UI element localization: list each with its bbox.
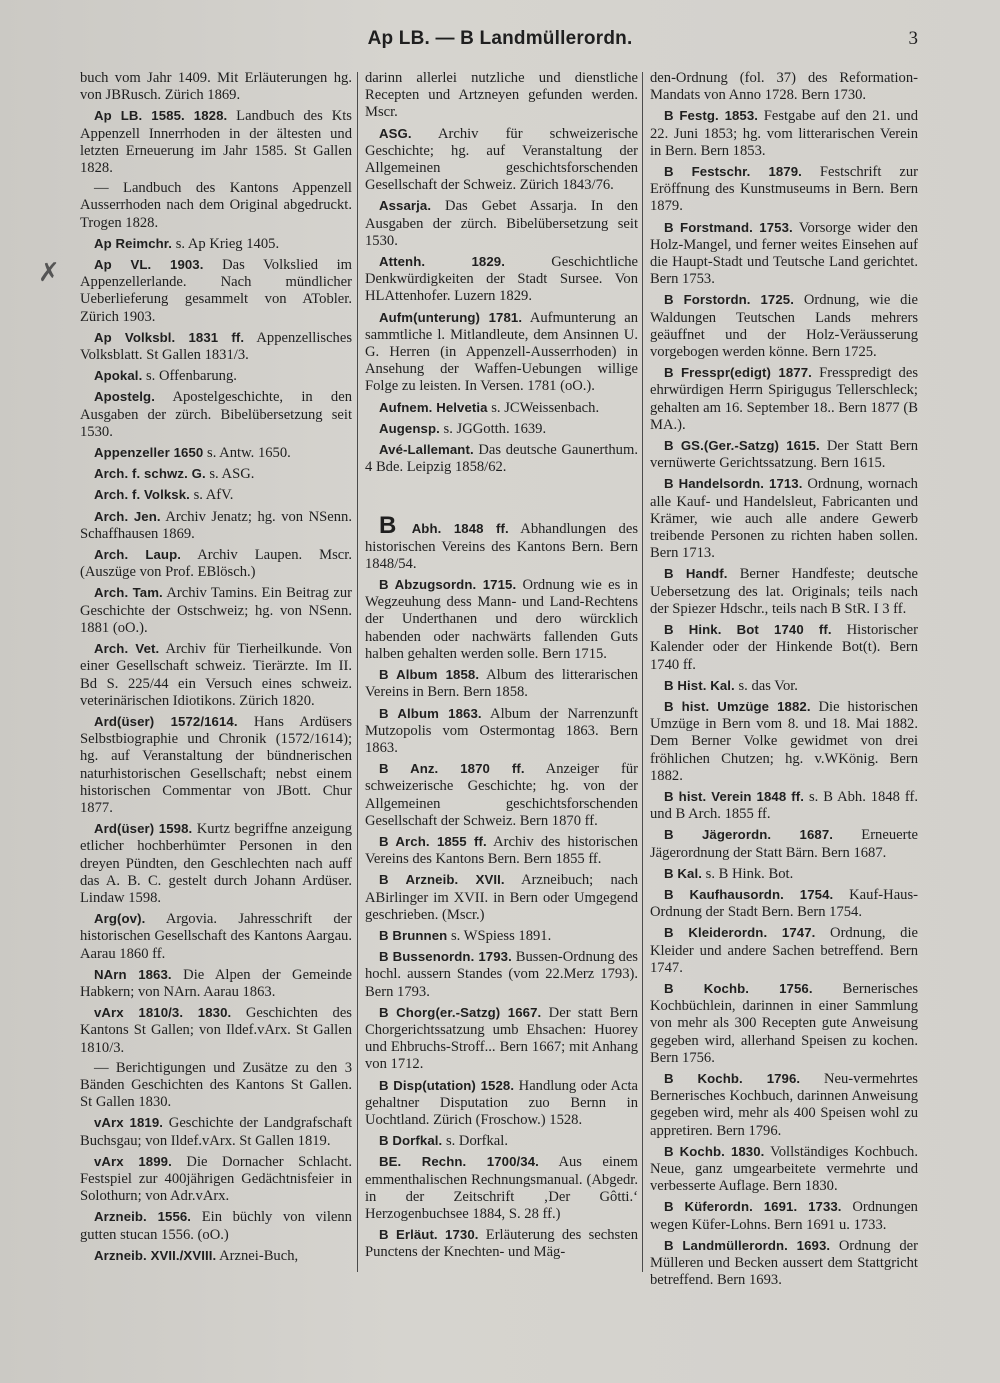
dictionary-entry (650, 219, 918, 289)
entry-text: s. JCWeissenbach. (491, 399, 600, 416)
entry-abbreviation: B Kleiderordn. 1747. (664, 925, 816, 941)
entry-abbreviation: B Jägerordn. 1687. (664, 827, 834, 843)
dictionary-entry (650, 788, 918, 823)
entry-abbreviation: B Festschr. 1879. (664, 164, 802, 180)
dictionary-entry (650, 565, 918, 618)
entry-abbreviation: B Disp(utation) 1528. (379, 1077, 515, 1093)
entry-abbreviation: B Forstordn. 1725. (664, 292, 794, 308)
entry-text: Erneuerte Jägerordnung der Statt Bärn. Bern 1687. (650, 827, 918, 861)
entry-text: s. Offenbarung. (146, 368, 237, 385)
dictionary-entry (80, 640, 352, 710)
entry-text: Kauf-Haus-Ordnung der Stadt Bern. Bern 1754. (650, 886, 919, 921)
entry-text: Das Volkslied im Appenzellerlande. Nach mündlicher Ueberlieferung gesammelt von ATobler. Zürich 1903. (80, 257, 352, 325)
dictionary-entry (650, 865, 918, 883)
dictionary-entry (80, 367, 352, 385)
entry-abbreviation: B Hist. Kal. (664, 677, 735, 693)
entry-abbreviation: B Landmüllerordn. 1693. (664, 1237, 831, 1253)
entry-abbreviation: Arzneib. XVII./XVIII. (94, 1247, 217, 1263)
entry-abbreviation: B Kaufhausordn. 1754. (664, 886, 834, 902)
dictionary-entry (80, 713, 352, 817)
entry-abbreviation: Ap Volksbl. 1831 ff. (94, 329, 245, 345)
entry-text: Hans Ardüsers Selbstbiographie und Chronik (1572/1614); hg. auf Veranstaltung der bündnerischen naturhistorischen Gesellschaft; nebst einem historischen Commentar von JBott. Chur 1877. (80, 713, 352, 816)
entry-text: den-Ordnung (fol. 37) des Reformation-Mandats von Anno 1728. Bern 1730. (650, 70, 918, 104)
entry-abbreviation: B GS.(Ger.-Satzg) 1615. (664, 438, 820, 454)
entry-abbreviation: B Chorg(er.-Satzg) 1667. (379, 1004, 542, 1020)
entry-abbreviation: Assarja. (379, 198, 432, 214)
dictionary-entry (650, 677, 918, 695)
dictionary-entry (80, 966, 352, 1001)
entry-abbreviation: B Handf. (664, 566, 728, 582)
entry-text: Archiv Tamins. Ein Beitrag zur Geschichte der Ostschweiz; hg. von NSenn. 1881 (oO.). (80, 585, 352, 636)
entry-text: Ein büchly von vilenn gutten stucan 1556. (oO.) (80, 1209, 352, 1243)
entry-text: Das deutsche Gaunerthum. 4 Bde. Leipzig 1858/62. (365, 442, 638, 476)
entry-abbreviation: B Küferordn. 1691. 1733. (664, 1199, 842, 1215)
entry-abbreviation: B Erläut. 1730. (379, 1227, 479, 1243)
entry-abbreviation: Abh. 1848 ff. (411, 521, 509, 537)
entry-text: — Landbuch des Kantons Appenzell Ausserrhoden nach dem Original abgedruckt. Trogen 1828. (80, 180, 352, 231)
dictionary-entry (80, 465, 352, 483)
text-column-3 (650, 70, 918, 1292)
dictionary-entry (80, 1060, 352, 1112)
entry-abbreviation: B Kal. (664, 865, 702, 881)
entry-text: Bussen-Ordnung des hochl. aussern Standes (vom 22.Merz 1793). Bern 1793. (365, 949, 638, 1000)
dictionary-entry (365, 666, 638, 701)
entry-abbreviation: B Album 1858. (379, 667, 480, 683)
dictionary-entry (365, 1153, 638, 1223)
dictionary-entry (80, 820, 352, 907)
dictionary-entry (365, 576, 638, 663)
dictionary-entry (365, 512, 639, 573)
entry-abbreviation: Apostelg. (94, 389, 155, 405)
entry-abbreviation: Aufnem. Helvetia (379, 399, 488, 415)
dictionary-entry (650, 1237, 918, 1290)
entry-text: s. Ap Krieg 1405. (175, 235, 280, 252)
entry-text: Appenzellisches Volksblatt. St Gallen 1831/3. (80, 329, 352, 364)
entry-abbreviation: Apokal. (94, 368, 143, 384)
dictionary-entry (80, 910, 352, 963)
dictionary-entry (80, 329, 352, 364)
entry-abbreviation: BE. Rechn. 1700/34. (379, 1154, 539, 1170)
page-number: 3 (908, 28, 918, 49)
dictionary-entry (80, 1208, 352, 1243)
entry-text: Aufmunterung an sammtliche l. Mitlandleute, dem Ansinnen U. G. Herren (in Appenzell-Ausserrhoden) in Ansehung der Waffen-Uebungen willige Folge zu leisten. In Versen. 1781 (oO.). (365, 309, 638, 395)
entry-text: Festgabe auf den 21. und 22. Juni 1853; hg. vom litterarischen Verein in Bern. Bern 1853. (650, 108, 918, 159)
dictionary-entry (80, 107, 352, 177)
dictionary-entry (80, 1114, 352, 1149)
entry-text: Geschichtliche Denkwürdigkeiten der Stadt Sursee. Von HLAttenhofer. Luzern 1829. (365, 254, 638, 305)
dictionary-entry (80, 584, 352, 637)
dictionary-entry (80, 256, 352, 326)
dictionary-entry (365, 1077, 638, 1130)
dictionary-entry (650, 924, 918, 977)
entry-text: Berner Handfeste; deutsche Uebersetzung des lat. Originals; teils nach der Spiezer Hdschr., teils nach B StR. I 3 ff. (650, 566, 918, 617)
entry-abbreviation: Avé-Lallemant. (379, 442, 474, 458)
dictionary-entry (365, 420, 638, 438)
dictionary-entry (365, 1004, 638, 1074)
entry-abbreviation: B hist. Umzüge 1882. (664, 698, 811, 714)
entry-text: Erläuterung des sechsten Punctens der Knechten- und Mäg- (365, 1227, 639, 1261)
entry-text: Handlung oder Acta gehaltner Disputation zuo Bernn in Uochtland. Zürich (Froschow.) 1528. (365, 1077, 639, 1128)
entry-abbreviation: B Dorfkal. (379, 1133, 443, 1149)
dictionary-entry (80, 1004, 352, 1057)
entry-text: — Berichtigungen und Zusätze zu den 3 Bänden Geschichten des Kantons St Gallen. St Gallen 1830. (80, 1059, 352, 1111)
entry-abbreviation: vArx 1819. (94, 1115, 164, 1131)
dictionary-entry (650, 163, 918, 216)
entry-text: buch vom Jahr 1409. Mit Erläuterungen hg. von JBRusch. Zürich 1869. (80, 70, 352, 104)
entry-abbreviation: Aufm(unterung) 1781. (379, 309, 523, 325)
entry-text: Bernerisches Kochbüchlein, darinnen in einer Sammlung von mehr als 300 Recepten gute Anweisung gegeben wird, allerhand Speisen zu kochen. Bern 1756. (650, 980, 918, 1066)
dictionary-entry (365, 1226, 638, 1261)
dictionary-entry (80, 486, 352, 504)
dictionary-entry (80, 388, 352, 441)
entry-abbreviation: Ap VL. 1903. (94, 257, 204, 273)
dictionary-entry (365, 927, 638, 945)
entry-abbreviation: B Brunnen (379, 927, 448, 943)
entry-text: Die historischen Umzüge in Bern vom 8. und 18. Mai 1882. Dem Berner Volke gewidmet von drei fröhlichen Chutzen; hg. v.WKönig. Bern 1882. (650, 698, 918, 784)
entry-text: Der statt Bern Chorgerichtssatzung umb Ehsachen: Huorey und Ehbruchs-Stroff... Bern 1667; mit Anhang von 1712. (365, 1004, 638, 1073)
entry-abbreviation: vArx 1810/3. 1830. (94, 1005, 232, 1021)
dictionary-entry (365, 125, 638, 195)
entry-text: Archiv Laupen. Mscr. (Auszüge von Prof. EBlösch.) (80, 547, 352, 581)
dictionary-entry (80, 444, 352, 462)
dictionary-entry (365, 309, 638, 396)
dictionary-entry (650, 1198, 918, 1233)
dictionary-entry (365, 833, 638, 868)
entry-text: Archiv für schweizerische Geschichte; hg. auf Veranstaltung der Allgemeinen geschichtsforschenden Gesellschaft der Schweiz. Zürich 1843/76. (365, 125, 639, 194)
entry-text: Argovia. Jahresschrift der historischen Gesellschaft des Kantons Aargau. Aarau 1860 ff. (80, 911, 353, 962)
column-divider (642, 72, 643, 1272)
dictionary-entry (80, 546, 352, 581)
dictionary-entry (365, 705, 638, 758)
margin-mark: ✗ (38, 258, 60, 288)
dictionary-entry (650, 698, 918, 785)
entry-text: Landbuch des Kts Appenzell Innerrhoden in der ältesten und letzten Erneuerung im Jahr 1585. St Gallen 1828. (80, 108, 352, 177)
entry-continuation (80, 70, 352, 104)
dictionary-entry (650, 475, 918, 562)
entry-text: Geschichten des Kantons St Gallen; von Ildef.vArx. St Gallen 1810/3. (80, 1005, 352, 1056)
entry-text: Die Dornacher Schlacht. Festspiel zur 400jährigen Gedächtnisfeier in Solothurn; von Adr.vArx. (80, 1153, 352, 1205)
dictionary-entry (365, 760, 638, 830)
entry-text: s. B Abh. 1848 ff. und B Arch. 1855 ff. (650, 788, 918, 823)
entry-abbreviation: B Kochb. 1756. (664, 980, 813, 996)
dictionary-entry (650, 980, 918, 1067)
dictionary-entry (365, 1132, 638, 1150)
entry-continuation (650, 70, 918, 104)
entry-text: Vorsorge wider den Holz-Mangel, und ferner weites Einsehen auf die Haupt-Stadt und Teutsche Land gerichtet. Bern 1753. (650, 219, 918, 288)
entry-abbreviation: ASG. (379, 125, 412, 141)
entry-abbreviation: Arch. f. Volksk. (94, 487, 190, 503)
entry-abbreviation: Ap LB. 1585. 1828. (94, 108, 228, 124)
entry-text: Archiv Jenatz; hg. von NSenn. Schaffhausen 1869. (80, 508, 352, 542)
entry-text: Die Alpen der Gemeinde Habkern; von NArn. Aarau 1863. (80, 966, 353, 1000)
entry-text: s. B Hink. Bot. (705, 865, 794, 882)
entry-text: Album der Narrenzunft Mutzopolis vom Ostermontag 1863. Bern 1863. (365, 705, 638, 756)
dictionary-entry (650, 1143, 918, 1196)
entry-text: s. Antw. 1650. (207, 445, 291, 462)
entry-text: Neu-vermehrtes Bernerisches Kochbuch, darinnen Anweisung gegeben wird, mehr als 400 Speisen wohl zu appretiren. Bern 1796. (650, 1070, 918, 1139)
entry-text: Historischer Kalender oder der Hinkende Bot(t). Bern 1740 ff. (650, 622, 918, 673)
entry-abbreviation: B Handelsordn. 1713. (664, 476, 803, 492)
entry-text: Fresspredigt des ehrwürdigen Herrn Spirigugus Tellerschleck; gehalten am 16. September 18.. Bern 1877 (B MA.). (650, 365, 918, 433)
dictionary-entry (650, 826, 918, 861)
entry-abbreviation: Augensp. (379, 420, 440, 436)
entry-text: darinn allerlei nutzliche und dienstliche Recepten und Artzneyen gefunden werden. Mscr. (365, 70, 638, 121)
entry-abbreviation: B Hink. Bot 1740 ff. (664, 622, 832, 638)
entry-text: Anzeiger für schweizerische Geschichte; hg. von der Allgemeinen geschichtsforschenden Gesellschaft der Schweiz. Bern 1870 ff. (365, 761, 638, 829)
page-header (0, 24, 1000, 60)
dictionary-entry (365, 948, 638, 1001)
entry-text: Arzneibuch; nach ABirlinger im XVII. in Bern oder Umgegend geschrieben. (Mscr.) (365, 872, 638, 923)
dictionary-entry (650, 1070, 918, 1140)
dictionary-entry (365, 441, 638, 476)
entry-abbreviation: Arch. f. schwz. G. (94, 466, 206, 482)
dictionary-entry (80, 1153, 352, 1206)
entry-abbreviation: Attenh. 1829. (379, 254, 505, 270)
dictionary-entry (650, 291, 918, 361)
entry-text: s. JGGotth. 1639. (443, 420, 547, 437)
dictionary-entry (365, 253, 638, 306)
dictionary-entry (80, 235, 352, 253)
dictionary-entry (650, 364, 918, 434)
entry-text: Ordnung, wie die Waldungen Teutschen Lands mehrers geäuffnet und der Holz-Veräusserung vorgebogen werden könne. Bern 1725. (650, 292, 918, 361)
entry-abbreviation: Ard(üser) 1598. (94, 821, 193, 837)
entry-abbreviation: B Festg. 1853. (664, 108, 759, 124)
entry-text: s. AfV. (193, 487, 234, 504)
entry-text: Apostelgeschichte, in den Ausgaben der zürch. Bibelübersetzung seit 1530. (80, 389, 353, 440)
entry-abbreviation: Arch. Tam. (94, 585, 163, 601)
entry-abbreviation: Ap Reimchr. (94, 235, 173, 251)
entry-text: Album des litterarischen Vereins in Bern. Bern 1858. (365, 667, 639, 701)
entry-abbreviation: B Kochb. 1796. (664, 1070, 801, 1086)
entry-text: s. WSpiess 1891. (450, 927, 552, 944)
text-column-1 (80, 70, 352, 1268)
entry-abbreviation: Arch. Jen. (94, 508, 161, 524)
entry-text: Archiv des historischen Vereins des Kantons Bern. Bern 1855 ff. (365, 833, 638, 868)
dictionary-entry (80, 180, 352, 232)
entry-text: Aus einem emmenthalischen Rechnungsmanual. (Abgedr. in der Zeitschrift ‚Der Gôtti.‘ Herzogenbuchsee 1884, S. 28 ff.) (365, 1154, 638, 1222)
entry-abbreviation: B Album 1863. (379, 705, 482, 721)
entry-text: s. das Vor. (738, 677, 798, 694)
dictionary-entry (365, 871, 638, 924)
entry-abbreviation: Arch. Vet. (94, 641, 160, 657)
entry-continuation (365, 70, 638, 122)
entry-abbreviation: B Anz. 1870 ff. (379, 761, 525, 777)
entry-abbreviation: Arg(ov). (94, 911, 146, 927)
section-letter: B (379, 512, 412, 540)
dictionary-entry (365, 197, 638, 250)
entry-text: Das Gebet Assarja. In den Ausgaben der zürch. Bibelübersetzung seit 1530. (365, 198, 638, 249)
entry-abbreviation: Ard(üser) 1572/1614. (94, 713, 238, 729)
entry-text: Ordnung der Mülleren und Becken aussert dem Stattgricht betreffend. Bern 1693. (650, 1237, 918, 1289)
entry-text: Festschrift zur Eröffnung des Kunstmuseums in Bern. Bern 1879. (650, 164, 918, 215)
entry-abbreviation: B hist. Verein 1848 ff. (664, 788, 805, 804)
entry-abbreviation: NArn 1863. (94, 966, 172, 982)
entry-abbreviation: B Kochb. 1830. (664, 1143, 765, 1159)
dictionary-entry (80, 508, 352, 543)
entry-abbreviation: B Arzneib. XVII. (379, 872, 505, 888)
entry-text: Vollständiges Kochbuch. Neue, ganz umgearbeitete vermehrte und verbesserte Auflage. Bern 1830. (650, 1143, 918, 1195)
entry-abbreviation: vArx 1899. (94, 1153, 172, 1169)
entry-abbreviation: Arzneib. 1556. (94, 1209, 192, 1225)
entry-text: Kurtz begriffne anzeigung etlicher hochberhümter Personen in den dreyen Pündten, den Geschlechten nach auff das A. B. C. gestelt durch Johann Ardüser. Lindaw 1598. (80, 821, 353, 906)
entry-text: s. ASG. (209, 466, 255, 483)
entry-text: Ordnungen wegen Küfer-Lohns. Bern 1691 u. 1733. (650, 1199, 918, 1233)
column-divider (357, 72, 358, 1272)
entry-text: Archiv für Tierheilkunde. Von einer Gesellschaft schweiz. Tierärzte. Im II. Bd S. 225/44 ein Versuch eines schweiz. veterinärischen Idiotikons. Zürich 1820. (80, 641, 352, 709)
entry-text: Arznei-Buch, (219, 1247, 299, 1264)
entry-text: Ordnung, die Kleider und andere Sachen betreffend. Bern 1747. (650, 925, 918, 976)
dictionary-entry (650, 107, 918, 160)
entry-abbreviation: B Fresspr(edigt) 1877. (664, 365, 812, 381)
running-title: Ap LB. — B Landmüllerordn. (367, 28, 633, 49)
entry-text: s. Dorfkal. (445, 1133, 508, 1150)
entry-abbreviation: Arch. Laup. (94, 547, 181, 563)
entry-text: Ordnung wie es in Wegzeuhung dess Mann- und Land-Rechtens der Underthanen und dero würcklich habenden oder nachwärts fallenden Guts halben gehalten werden solle. Bern 1715. (365, 577, 638, 662)
entry-text: Ordnung, wornach alle Kauf- und Handelsleut, Fabricanten und Krämer, wie auch alle andere Gewerb treibende Personen zu richten haben sollen. Bern 1713. (650, 476, 918, 562)
dictionary-entry (650, 886, 918, 921)
entry-abbreviation: B Abzugsordn. 1715. (379, 577, 517, 593)
dictionary-entry (80, 1247, 352, 1265)
dictionary-entry (365, 399, 638, 417)
entry-abbreviation: B Arch. 1855 ff. (379, 833, 487, 849)
entry-text: Geschichte der Landgrafschaft Buchsgau; von Ildef.vArx. St Gallen 1819. (80, 1115, 352, 1149)
entry-abbreviation: B Bussenordn. 1793. (379, 949, 512, 965)
entry-abbreviation: B Forstmand. 1753. (664, 219, 793, 235)
entry-abbreviation: Appenzeller 1650 (94, 445, 204, 461)
entry-text: Der Statt Bern vernüwerte Gerichtssatzung. Bern 1615. (650, 438, 919, 472)
entry-text: Abhandlungen des historischen Vereins des Kantons Bern. Bern 1848/54. (365, 521, 639, 572)
text-column-2 (365, 70, 638, 1265)
dictionary-entry (650, 621, 918, 674)
dictionary-entry (650, 437, 918, 472)
